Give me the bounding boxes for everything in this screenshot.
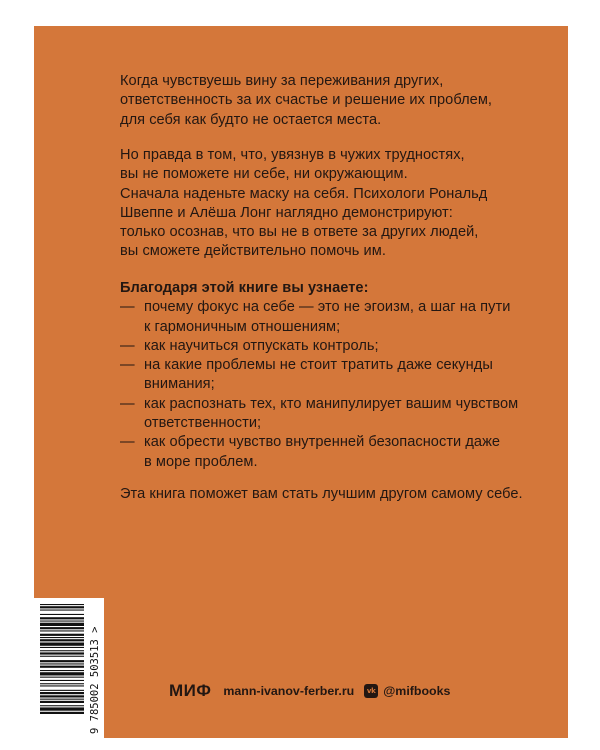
barcode-bar <box>40 690 84 691</box>
barcode-bar <box>40 692 84 694</box>
barcode-bar <box>40 606 84 608</box>
social-handle[interactable]: @mifbooks <box>383 684 451 698</box>
barcode-bar <box>40 707 84 710</box>
body-line: только осознав, что вы не в ответе за других людей, <box>120 224 479 241</box>
dash-bullet: — <box>120 434 135 451</box>
benefit-line: почему фокус на себе — это не эгоизм, а шаг на пути <box>144 299 511 316</box>
barcode-bar <box>40 621 84 622</box>
body-line: вы не поможете ни себе, ни окружающим. <box>120 166 408 183</box>
barcode-bar <box>40 627 84 629</box>
barcode-bar <box>40 680 84 681</box>
benefit-line: ответственности; <box>144 415 262 432</box>
barcode-bar <box>40 699 84 700</box>
benefit-line: к гармоничным отношениям; <box>144 318 341 335</box>
barcode-bar <box>40 623 84 626</box>
barcode-bar <box>40 604 84 605</box>
closing-paragraph <box>120 485 550 504</box>
intro-paragraph <box>120 72 550 130</box>
barcode-bar <box>40 666 84 668</box>
publisher-footer <box>169 681 450 701</box>
barcode-bar <box>40 637 84 638</box>
benefit-item-continuation <box>120 453 550 472</box>
book-back-cover <box>34 26 568 738</box>
barcode-bar <box>40 656 84 657</box>
benefit-line: как обрести чувство внутренней безопасности даже <box>144 434 501 451</box>
barcode-bar <box>40 683 84 684</box>
publisher-website[interactable]: mann-ivanov-ferber.ru <box>223 684 355 698</box>
benefit-line: внимания; <box>144 376 215 393</box>
benefit-line: как научиться отпускать контроль; <box>144 337 379 354</box>
barcode-bar <box>40 639 84 641</box>
intro-line: ответственность за их счастье и решение их проблем, <box>120 92 493 109</box>
barcode-bar <box>40 647 84 648</box>
dash-bullet: — <box>120 337 135 354</box>
benefit-line: в море проблем. <box>144 453 258 470</box>
body-line: вы сможете действительно помочь им. <box>120 243 386 260</box>
barcode-bar <box>40 695 84 697</box>
barcode-bar <box>40 663 84 664</box>
vk-icon <box>364 684 378 698</box>
benefit-item-continuation <box>120 414 550 433</box>
barcode-bar <box>40 705 84 706</box>
isbn-barcode <box>34 598 104 738</box>
barcode-bar <box>40 672 84 675</box>
intro-line: для себя как будто не остается места. <box>120 111 382 128</box>
benefit-item <box>120 395 550 414</box>
benefit-line: как распознать тех, кто манипулирует вашим чувством <box>144 395 519 412</box>
benefit-item-continuation <box>120 375 550 394</box>
body-line: Сначала наденьте маску на себя. Психологи Рональд <box>120 185 488 202</box>
barcode-graphic <box>34 598 104 738</box>
barcode-bar <box>40 701 84 703</box>
barcode-bar <box>40 614 84 615</box>
barcode-bar <box>40 712 84 714</box>
barcode-bar <box>40 670 84 671</box>
body-line: Швеппе и Алёша Лонг наглядно демонстрируют: <box>120 204 453 221</box>
barcode-bar <box>40 685 84 686</box>
benefit-item <box>120 356 550 375</box>
benefit-item-continuation <box>120 318 550 337</box>
vk-icon-label: vk <box>366 687 376 695</box>
benefits-heading: Благодаря этой книге вы узнаете: <box>120 280 369 296</box>
publisher-logo <box>169 681 211 701</box>
benefit-item <box>120 433 550 452</box>
benefit-item <box>120 337 550 356</box>
dash-bullet: — <box>120 299 135 316</box>
barcode-bar <box>40 652 84 654</box>
benefit-item <box>120 298 550 317</box>
publisher-logo-text: МИФ <box>169 681 212 700</box>
dash-bullet: — <box>120 395 135 412</box>
barcode-digits: 9 785002 503513 > <box>89 626 101 734</box>
barcode-bar <box>40 650 84 651</box>
benefits-list <box>120 279 550 472</box>
barcode-bar <box>40 617 84 619</box>
intro-line: Когда чувствуешь вину за переживания других, <box>120 73 444 89</box>
barcode-bar <box>40 677 84 678</box>
barcode-bar <box>40 630 84 631</box>
body-paragraph <box>120 146 550 262</box>
barcode-bar <box>40 634 84 636</box>
barcode-bar <box>40 643 84 646</box>
body-line: Но правда в том, что, увязнув в чужих трудностях, <box>120 147 465 163</box>
benefit-line: на какие проблемы не стоит тратить даже секунды <box>144 357 493 374</box>
barcode-bar <box>40 610 84 611</box>
dash-bullet: — <box>120 357 135 374</box>
barcode-bar <box>40 660 84 662</box>
closing-line: Эта книга поможет вам стать лучшим другом самому себе. <box>120 486 523 502</box>
